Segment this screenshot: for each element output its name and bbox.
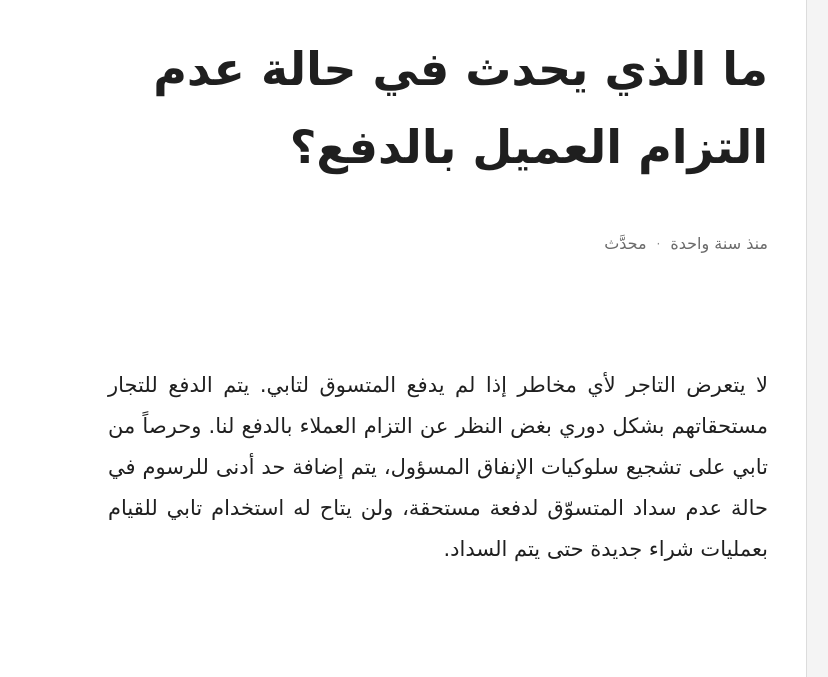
article-body: لا يتعرض التاجر لأي مخاطر إذا لم يدفع المتسوق لتابي. يتم الدفع للتجار مستحقاتهم بشكل دوري بغض النظر عن التزام العملاء بالدفع لنا. وحرصاً من تابي على تشجيع سلوكيات الإنفاق المسؤول، يتم إضافة حد أدنى للرسوم في حالة عدم سداد المتسوّق لدفعة مستحقة، ولن يتاح له استخدام تابي للقيام بعمليات شراء جديدة حتى يتم السداد. <box>108 373 768 561</box>
scrollbar-track[interactable] <box>806 0 828 677</box>
article-meta <box>108 234 768 253</box>
article-updated-time: منذ سنة واحدة <box>670 234 768 253</box>
article-updated-status: محدَّث <box>604 234 647 253</box>
help-article <box>108 30 768 591</box>
article-title: ما الذي يحدث في حالة عدم التزام العميل بالدفع؟ <box>153 42 768 174</box>
meta-separator: · <box>656 236 661 251</box>
